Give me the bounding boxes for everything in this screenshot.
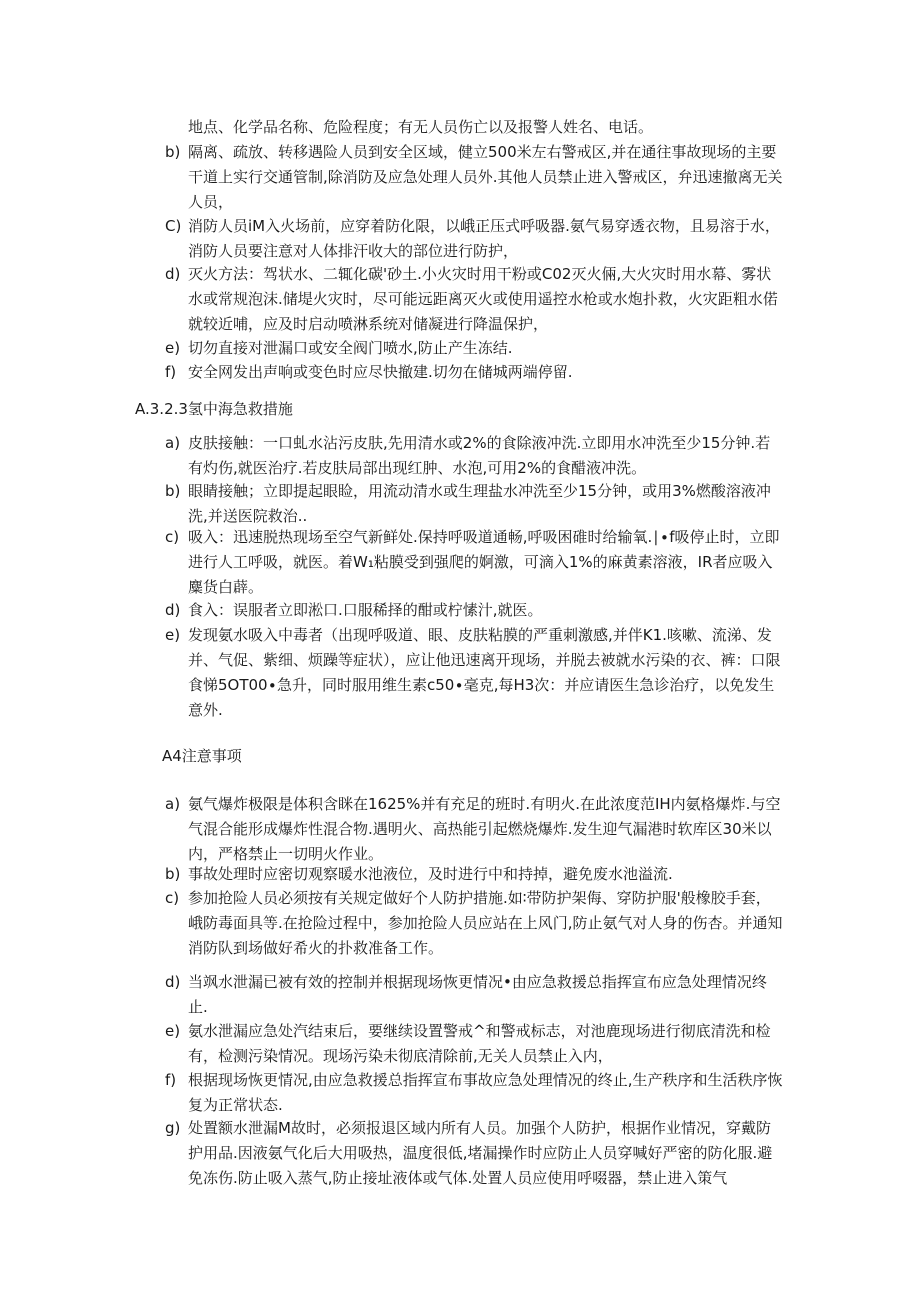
list-item-label: g) [165,1119,181,1137]
list-item-text: 根据现场恢更情况,由应急救援总指挥宣布事故应急处理情况的终止,生产秩序和生活秩序恢复为正常状态. [188,1071,783,1114]
list-item [165,598,785,623]
list-item-label: f) [165,1071,177,1089]
list-item-text: 事故处理时应密切观察暖水池液位，及时进行中和持掉，避免废水池溢流. [188,865,673,883]
list-item-text: 眼睛接触；立即提起眼睑，用流动清水或生理盐水冲洗至少15分钟，或用3%燃酸溶液冲洗,并送医院救治.. [188,482,771,525]
list-item-label: e) [165,339,181,357]
list-item-label: d) [165,973,181,991]
list-item-text: 切勿直接对泄漏口或安全阀门喷水,防止产生冻结. [188,339,513,357]
list-item-label: a) [165,434,181,452]
section-heading: A4注意事项 [162,747,242,765]
list-item [165,792,785,867]
list-item-text: 消防人员iM入火场前，应穿着防化限，以峨正压式呼吸器.氨气易穿透衣物，且易溶于水，消防人员要注意对人体排汗收大的部位进行防护， [188,217,780,260]
list-item-text: 安全网发出声响或变色时应尽快撤建.切勿在储城两端停留. [188,363,573,381]
list-item-label: f) [165,363,177,381]
list-item [165,262,785,337]
list-item-text: 氨气爆炸极限是体积含眯在1625%并有充足的班时.有明火.在此浓度范IH内氨格爆炸.与空气混合能形成爆炸性混合物.遇明火、高热能引起燃烧爆炸.发生迎气漏港时软库区30米以内，严格禁止一切明火作业。 [188,795,781,863]
list-item-label: d) [165,601,181,619]
continued-line: 地点、化学品名称、危险程度；有无人员伤亡以及报警人姓名、电话。 [188,118,654,136]
list-item [165,970,785,1020]
list-item [165,1116,785,1191]
list-item [165,1019,785,1069]
list-item-text: 皮肤接触：一口虬水沾污皮肤,先用清水或2%的食除液冲洗.立即用水冲洗至少15分钟.若有灼伤,就医治疗.若皮肤局部出现红肿、水泡,可用2%的食醋液冲洗。 [188,434,771,477]
list-item [165,214,785,264]
list-item-text: 吸入：迅速脱热现场至空气新鲜处.保持呼吸道通畅,呼吸困碓时给输氧.∣∙f吸停止时，立即进行人工呼吸，就医。着W₁粘膜受到强爬的婀激，可滴入1%的麻黄素溶液，IR者应吸入麋货白薜。 [188,528,780,596]
list-item-text: 处置额水泄漏M故时，必须报退区域内所有人员。加强个人防护，根据作业情况，穿戴防护用品.因液氨气化后大用吸热，温度很低,堵漏操作时应防止人员穿喊好严密的防化服.避免冻伤.防止吸入蒸气,防止接址液体或气体.处置人员应使用呼啜器，禁止进入策气 [188,1119,773,1187]
list-item [165,623,785,723]
list-item [165,525,785,600]
list-item-label: C) [165,217,182,235]
list-item-label: b) [165,482,181,500]
list-item [165,336,785,361]
list-item-label: e) [165,626,181,644]
list-item-text: 发现氨水吸入中毒者（出现呼吸道、眼、皮肤粘膜的严重刺激感,并伴K1.咳嗽、流涕、发并、气促、紫细、烦躁等症状），应让他迅速离开现场，并脱去被就水污染的衣、裤：口限食悌5OT00∙急升，同时服用维生素c50∙毫克,每H3次：并应请医生急诊治疗，以免发生意外. [188,626,781,719]
list-item-text: 当飒水泄漏已被有效的控制并根据现场恢更情况•由应急救援总指挥宣布应急处理情况终止. [188,973,767,1016]
list-item-text: 灭火方法：驾状水、二辄化碳'砂土.小火灾时用干粉或C02灭火倆,大火灾时用水幕、雾状水或常规泡沫.储堤火灾时，尽可能远距离灭火或使用遥控水枪或水炮扑救，火灾距粗水偌就较近哺，应及时启动喷淋系统对储凝进行降温保护， [188,265,778,333]
list-item-text: 氨水泄漏应急处汽结束后，要继续设置警戒^和警戒标志，对池鹿现场进行彻底清洗和检有，检测污染情况。现场污染未彻底清除前,无关人员禁止入内， [188,1022,771,1065]
list-item-text: 参加抢险人员必须按有关规定做好个人防护措施.如∶带防护架侮、穿防护服'般橡胶手套，峨防毒面具等.在抢险过程中，参加抢险人员应站在上风门,防止氨气对人身的伤杏。并通知消防队到场做好希火的扑救准备工作。 [188,889,783,957]
list-item [165,862,785,887]
list-item-label: b) [165,143,181,161]
list-item [165,479,785,529]
list-item-label: e) [165,1022,181,1040]
list-item-label: c) [165,528,180,546]
list-item [165,140,785,215]
list-item-label: c) [165,889,180,907]
list-item [165,360,785,385]
list-item [165,431,785,481]
list-item-text: 食入：误服者立即淞口.口服稀择的酣或柠愫汁,就医。 [188,601,543,619]
list-item [165,886,785,961]
list-item-label: a) [165,795,181,813]
list-item [165,1068,785,1118]
section-heading: A.3.2.3氢中海急救措施 [135,400,293,418]
list-item-text: 隔离、疏放、转移遇险人员到安全区域，健立500米左右警戒区,并在通往事故现场的主要干道上实行交通管制,除消防及应急处理人员外.其他人员禁止进入警戒区，弁迅速撤离无关人员， [188,143,783,211]
list-item-label: d) [165,265,181,283]
list-item-label: b) [165,865,181,883]
